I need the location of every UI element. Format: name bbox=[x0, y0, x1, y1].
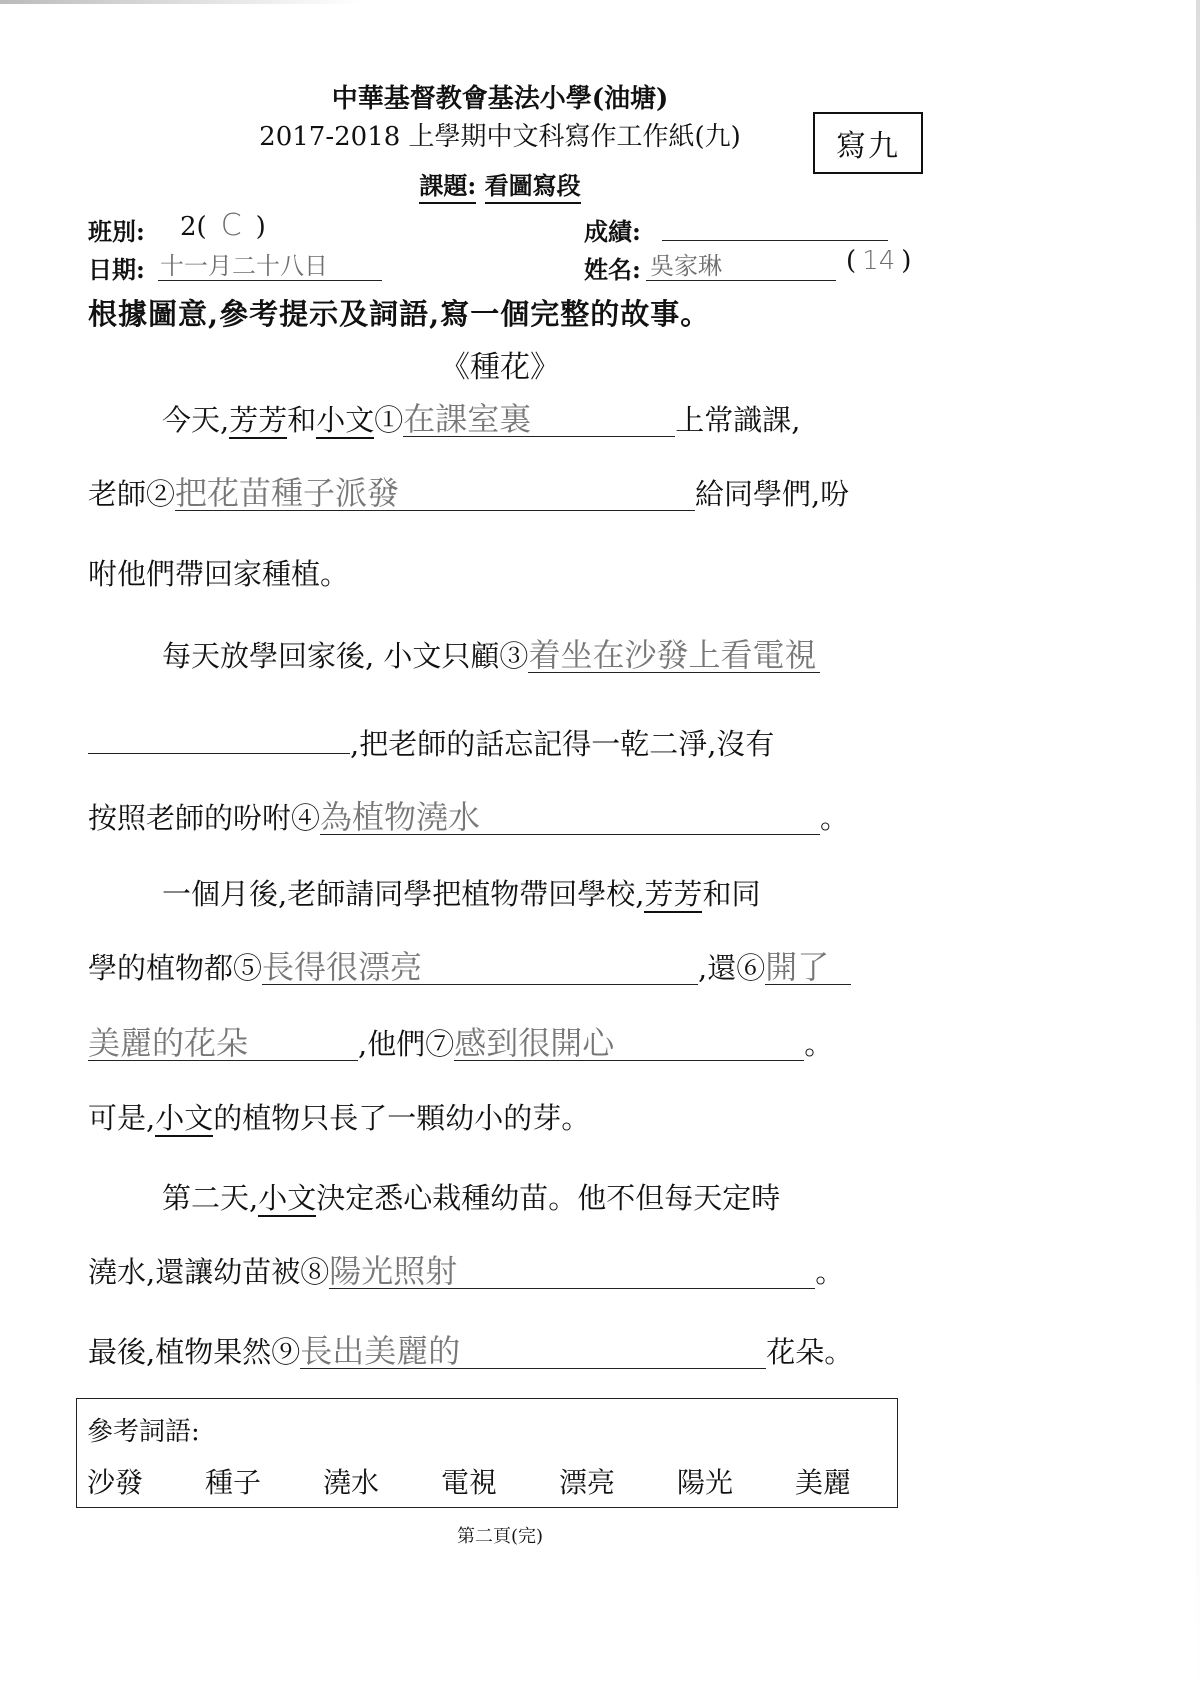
text: 第二天, bbox=[162, 1181, 259, 1215]
text: ,他們⑦ bbox=[358, 1027, 455, 1061]
text: 按照老師的吩咐④ bbox=[88, 801, 321, 835]
text: 和 bbox=[287, 403, 317, 437]
story-line-1 bbox=[162, 398, 801, 439]
answer-blank-9[interactable]: 長出美麗的 bbox=[300, 1334, 766, 1369]
text: 最後,植物果然⑨ bbox=[88, 1335, 301, 1369]
name-field[interactable] bbox=[646, 280, 836, 281]
text: 。 bbox=[804, 1027, 834, 1061]
student-number[interactable] bbox=[846, 246, 911, 276]
text: 決定悉心栽種幼苗。他不但每天定時 bbox=[316, 1181, 781, 1215]
story-line-7 bbox=[162, 872, 760, 913]
reference-word: 電視 bbox=[441, 1466, 498, 1499]
name-xiaowen: 小文 bbox=[316, 403, 375, 437]
text: 一個月後,老師請同學把植物帶回學校, bbox=[162, 877, 645, 911]
answer-blank-6[interactable]: 開了 bbox=[765, 950, 851, 985]
text: 可是, bbox=[88, 1101, 156, 1135]
answer-blank-7[interactable]: 感到很開心 bbox=[454, 1026, 804, 1061]
story-line-4 bbox=[162, 634, 820, 675]
text: 的植物只長了一顆幼小的芽。 bbox=[213, 1101, 591, 1135]
text: 澆水,還讓幼苗被⑧ bbox=[88, 1255, 330, 1289]
reference-word: 漂亮 bbox=[559, 1466, 616, 1499]
text: ,把老師的話忘記得一乾二淨,沒有 bbox=[350, 727, 775, 761]
answer-blank-2[interactable]: 把花苗種子派發 bbox=[175, 476, 695, 511]
reference-word: 澆水 bbox=[323, 1466, 380, 1499]
page-footer: 第二頁(完) bbox=[456, 1526, 544, 1547]
story-line-8 bbox=[88, 946, 851, 987]
reference-word: 種子 bbox=[205, 1466, 262, 1499]
worksheet-term: 2017-2018 上學期中文科寫作工作紙(九) bbox=[259, 122, 741, 152]
reference-title: 參考詞語: bbox=[87, 1417, 200, 1447]
reference-word: 陽光 bbox=[677, 1466, 734, 1499]
blank-marker: ① bbox=[374, 403, 404, 437]
text: ,還⑥ bbox=[698, 951, 766, 985]
answer-blank-3[interactable]: 着坐在沙發上看電視 bbox=[528, 638, 820, 673]
date-label: 日期: bbox=[88, 255, 145, 284]
story-line-13 bbox=[88, 1330, 853, 1371]
story-line-3: 咐他們帶回家種植。 bbox=[88, 557, 350, 591]
school-name: 中華基督教會基法小學(油塘) bbox=[331, 84, 669, 114]
story-line-9 bbox=[88, 1022, 833, 1063]
answer-blank-4[interactable]: 為植物澆水 bbox=[320, 800, 820, 835]
name-xiaowen: 小文 bbox=[258, 1181, 317, 1215]
text: 今天, bbox=[162, 403, 230, 437]
text: 學的植物都⑤ bbox=[88, 951, 263, 985]
text: 和同 bbox=[702, 877, 761, 911]
class-suffix: ) bbox=[255, 212, 266, 242]
text: 。 bbox=[820, 801, 850, 835]
date-value: 十一月二十八日 bbox=[160, 252, 328, 280]
reference-word: 美麗 bbox=[795, 1466, 852, 1499]
topic-label: 課題: bbox=[419, 171, 476, 204]
story-line-2 bbox=[88, 472, 849, 513]
scan-edge-right bbox=[1196, 0, 1200, 1700]
topic-value: 看圖寫段 bbox=[485, 171, 581, 204]
reference-words bbox=[87, 1461, 913, 1501]
class-field[interactable] bbox=[180, 208, 266, 243]
reference-word: 沙發 bbox=[87, 1466, 144, 1499]
story-line-10 bbox=[88, 1096, 590, 1137]
text: 每天放學回家後, 小文只顧③ bbox=[162, 639, 529, 673]
name-fangfang: 芳芳 bbox=[229, 403, 288, 437]
text: 花朵。 bbox=[766, 1335, 854, 1369]
number-open: ( bbox=[846, 246, 857, 276]
text: 老師② bbox=[88, 477, 176, 511]
scan-edge-top bbox=[0, 0, 1200, 4]
text: 。 bbox=[815, 1255, 845, 1289]
topic-line bbox=[0, 166, 1000, 201]
answer-blank-6-cont[interactable]: 美麗的花朵 bbox=[88, 1026, 358, 1061]
text: 給同學們,吩 bbox=[695, 477, 850, 511]
class-prefix: 2( bbox=[180, 212, 207, 242]
answer-blank-1[interactable]: 在課室裏 bbox=[403, 402, 675, 437]
class-value: C bbox=[220, 208, 242, 243]
name-fangfang: 芳芳 bbox=[644, 877, 703, 911]
number-close: ) bbox=[901, 246, 912, 276]
score-field[interactable] bbox=[662, 240, 888, 241]
text: 上常識課, bbox=[675, 403, 801, 437]
score-label: 成績: bbox=[584, 217, 641, 246]
story-line-5 bbox=[88, 722, 774, 763]
name-label: 姓名: bbox=[584, 255, 641, 284]
worksheet-badge: 寫九 bbox=[813, 112, 923, 174]
reference-box bbox=[76, 1398, 898, 1508]
date-field[interactable] bbox=[158, 280, 382, 281]
name-value: 吳家琳 bbox=[650, 252, 722, 280]
number-value: 14 bbox=[862, 246, 896, 276]
story-line-6 bbox=[88, 796, 849, 837]
class-label: 班別: bbox=[88, 217, 145, 246]
instruction: 根據圖意,參考提示及詞語,寫一個完整的故事。 bbox=[88, 297, 711, 331]
answer-blank-5[interactable]: 長得很漂亮 bbox=[262, 950, 698, 985]
story-line-11 bbox=[162, 1176, 780, 1217]
story-title: 《種花》 bbox=[440, 350, 560, 385]
answer-blank-8[interactable]: 陽光照射 bbox=[329, 1254, 815, 1289]
name-xiaowen: 小文 bbox=[155, 1101, 214, 1135]
answer-blank-3-cont[interactable] bbox=[88, 753, 350, 754]
story-line-12 bbox=[88, 1250, 844, 1291]
